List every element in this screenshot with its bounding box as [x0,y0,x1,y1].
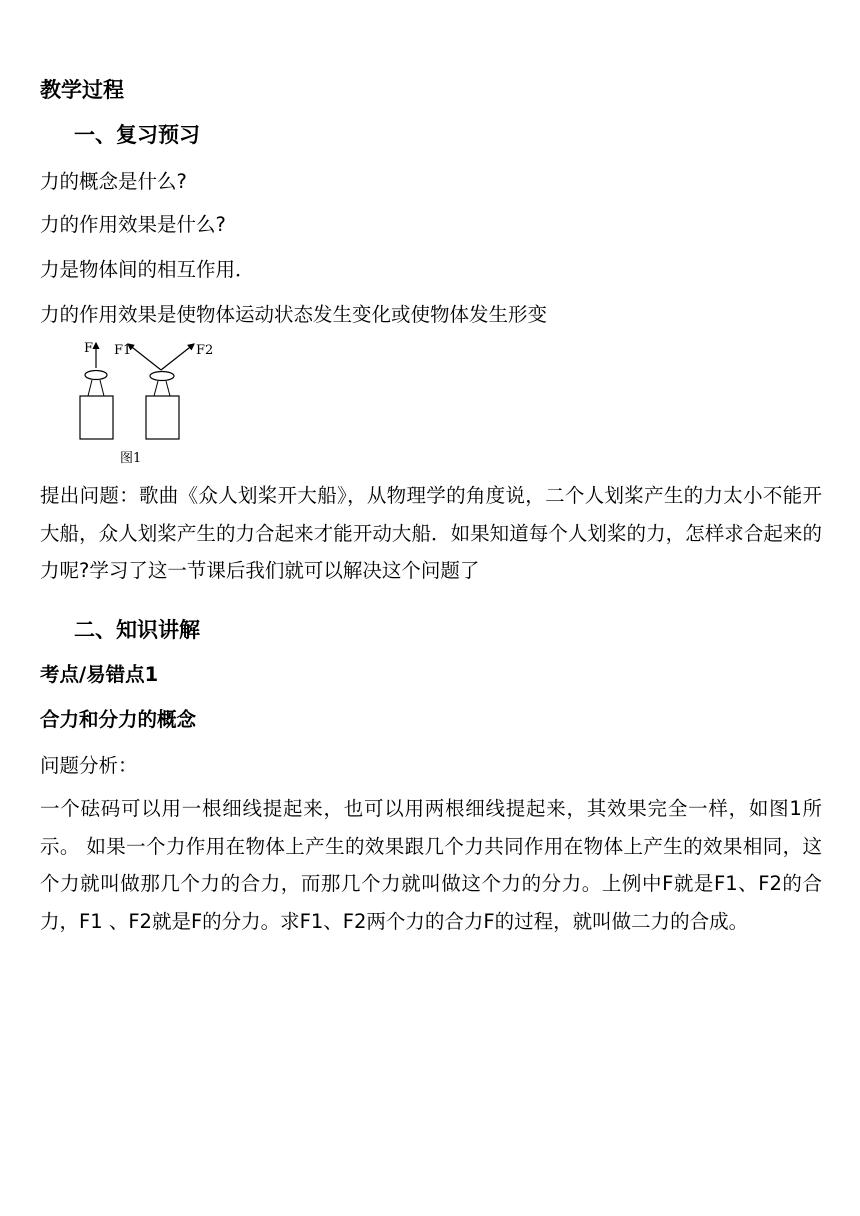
figure-1-diagram [76,338,216,470]
lesson-heading: 教学过程 [40,78,124,102]
label-f1: F1 [114,343,132,358]
section-review-title: 一、复习预习 [74,123,200,147]
question-force-concept: 力的概念是什么? [40,170,187,193]
analysis-label: 问题分析： [40,754,138,777]
label-f: F [84,341,94,356]
concept-heading: 合力和分力的概念 [40,708,197,731]
section-knowledge-title: 二、知识讲解 [74,618,200,642]
question-force-effect: 力的作用效果是什么? [40,213,226,236]
double-string-weight [128,344,194,439]
figure-caption: 图1 [120,451,142,466]
kaodian-heading: 考点/易错点1 [40,663,159,686]
single-string-weight [80,343,113,439]
answer-force-concept: 力是物体间的相互作用． [40,258,255,281]
answer-force-effect: 力的作用效果是使物体运动状态发生变化或使物体发生形变 [40,303,548,326]
label-f2: F2 [196,343,214,358]
explanation-paragraph: 一个砝码可以用一根细线提起来，也可以用两根细线提起来，其效果完全一样，如图1所示。 如果一个力作用在物体上产生的效果跟几个力共同作用在物体上产生的效果相同，这个力就叫做那几个力的合力，而那几个力就叫做这个力的分力。上例中F就是F1、F2的合力，F1 、F2就是F的分力。求F1、F2两个力的合力F的过程，就叫做二力的合成。 [40,797,822,933]
question-paragraph: 提出问题：歌曲《众人划桨开大船》，从物理学的角度说，二个人划桨产生的力太小不能开大船，众人划桨产生的力合起来才能开动大船．如果知道每个人划桨的力，怎样求合起来的力呢?学习了这一节课后我们就可以解决这个问题了 [40,484,822,582]
